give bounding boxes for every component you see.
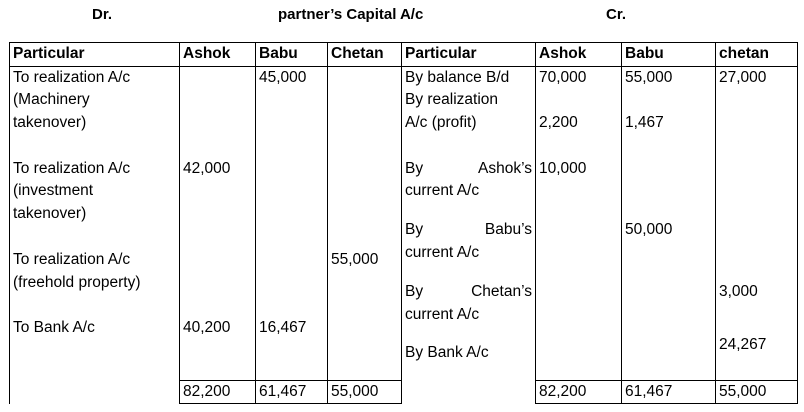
credit-entry-line: current A/c: [405, 182, 480, 200]
debit-entry-line: (investment: [13, 182, 94, 200]
credit-babu-header: Babu: [622, 43, 716, 67]
debit-ashok-amount: 42,000: [183, 159, 231, 177]
credit-chetan-amount: 3,000: [719, 282, 758, 300]
capital-account-ledger: [9, 42, 798, 404]
credit-entry-line: By Bank A/c: [405, 344, 489, 362]
credit-particulars-cell: [402, 66, 536, 380]
credit-chetan-header: chetan: [716, 43, 798, 67]
credit-entry-line: By Chetan’s: [405, 282, 532, 300]
credit-ashok-cell: [536, 66, 622, 380]
debit-entry-line: takenover): [13, 205, 87, 223]
debit-ashok-cell: [180, 66, 256, 380]
debit-ashok-amount: 40,200: [183, 319, 231, 337]
debit-side-label: Dr.: [92, 6, 113, 23]
debit-chetan-cell: [328, 66, 402, 380]
credit-entry-line: By balance B/d: [405, 68, 510, 86]
credit-chetan-amount: 27,000: [719, 68, 767, 86]
debit-entry-line: takenover): [13, 114, 87, 132]
debit-entry-line: To realization A/c: [13, 250, 131, 268]
credit-entry-line: A/c (profit): [405, 114, 477, 132]
debit-chetan-amount: 55,000: [331, 250, 379, 268]
ledger-entries-row: [10, 66, 798, 380]
credit-babu-total: 61,467: [622, 380, 716, 404]
credit-entry-line: By realization: [405, 91, 499, 109]
debit-chetan-total: 55,000: [328, 380, 402, 404]
debit-total-label-cell: [10, 380, 180, 404]
credit-particular-header: Particular: [402, 43, 536, 67]
ledger-title: partner’s Capital A/c: [278, 6, 424, 23]
credit-entry-line: By Babu’s: [405, 221, 532, 239]
credit-ashok-total: 82,200: [536, 380, 622, 404]
debit-chetan-header: Chetan: [328, 43, 402, 67]
credit-ashok-amount: 70,000: [539, 68, 587, 86]
debit-entry-line: (Machinery: [13, 91, 90, 109]
credit-total-label-cell: [402, 380, 536, 404]
credit-babu-amount: 50,000: [625, 221, 673, 239]
credit-entry-line: By Ashok’s: [405, 159, 532, 177]
ledger-header-row: [10, 43, 798, 67]
credit-entry-line: current A/c: [405, 305, 480, 323]
debit-babu-cell: [256, 66, 328, 380]
debit-particular-header: Particular: [10, 43, 180, 67]
credit-chetan-amount: 24,267: [719, 336, 767, 354]
credit-chetan-cell: [716, 66, 798, 380]
debit-entry-line: To realization A/c: [13, 159, 131, 177]
credit-entry-line: current A/c: [405, 244, 480, 262]
credit-babu-cell: [622, 66, 716, 380]
credit-babu-amount: 55,000: [625, 68, 673, 86]
debit-ashok-header: Ashok: [180, 43, 256, 67]
debit-babu-amount: 16,467: [259, 319, 307, 337]
credit-chetan-total: 55,000: [716, 380, 798, 404]
credit-side-label: Cr.: [606, 6, 627, 23]
debit-ashok-total: 82,200: [180, 380, 256, 404]
debit-entry-line: To realization A/c: [13, 68, 131, 86]
debit-entry-line: (freehold property): [13, 273, 141, 291]
debit-babu-header: Babu: [256, 43, 328, 67]
debit-babu-total: 61,467: [256, 380, 328, 404]
debit-entry-line: To Bank A/c: [13, 319, 95, 337]
credit-babu-amount: 1,467: [625, 114, 664, 132]
credit-ashok-amount: 10,000: [539, 159, 587, 177]
ledger-totals-row: [10, 380, 798, 404]
credit-ashok-amount: 2,200: [539, 114, 578, 132]
debit-particulars-cell: [10, 66, 180, 380]
debit-babu-amount: 45,000: [259, 68, 307, 86]
credit-ashok-header: Ashok: [536, 43, 622, 67]
